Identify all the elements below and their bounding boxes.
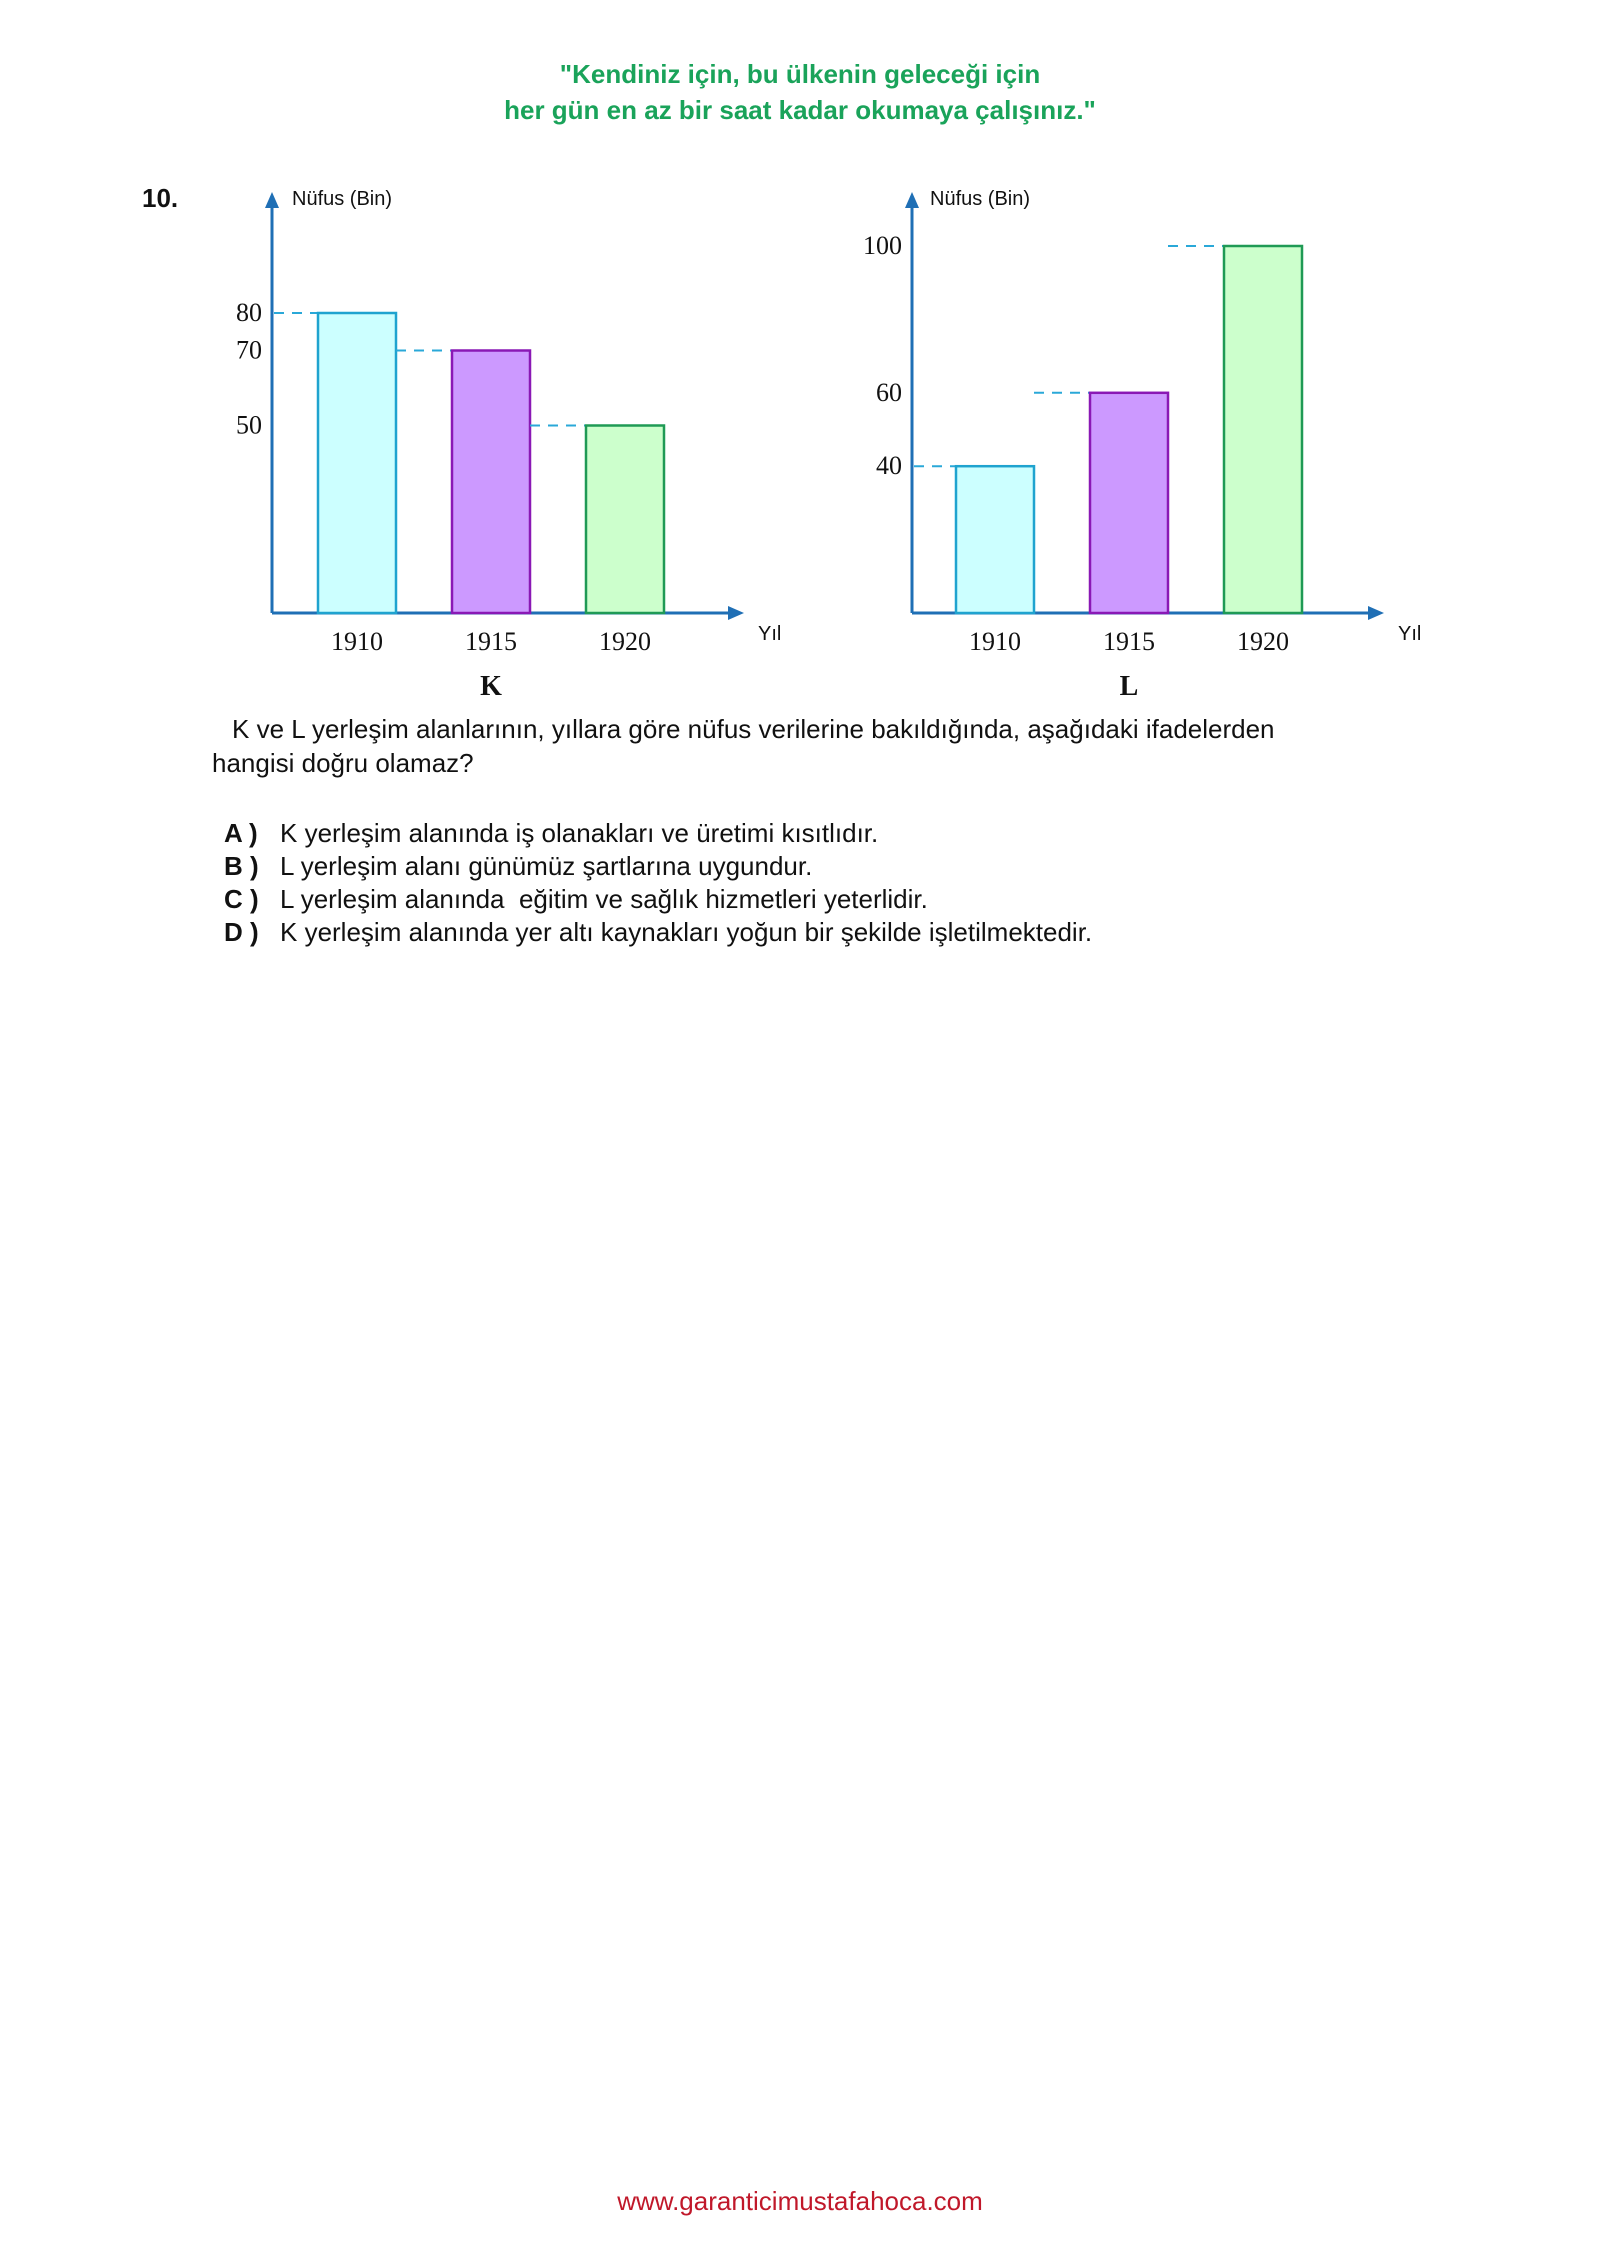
quote-line-1: "Kendiniz için, bu ülkenin geleceği için <box>559 59 1041 89</box>
y-axis-arrow-icon <box>265 192 279 208</box>
option-letter: C ) <box>224 884 259 914</box>
option-b[interactable] <box>224 850 1092 883</box>
bar-1910 <box>956 466 1034 613</box>
x-axis-arrow-icon <box>1368 606 1384 620</box>
y-tick-label: 50 <box>236 410 262 440</box>
x-tick-label: 1910 <box>969 627 1021 656</box>
bar-1915 <box>452 351 530 614</box>
x-axis-arrow-icon <box>728 606 744 620</box>
x-tick-label: 1920 <box>599 627 651 656</box>
option-text: K yerleşim alanında iş olanakları ve üretimi kısıtlıdır. <box>280 818 879 848</box>
answer-options <box>224 817 1092 949</box>
option-text: L yerleşim alanında eğitim ve sağlık hizmetleri yeterlidir. <box>280 884 928 914</box>
bar-1920 <box>586 426 664 614</box>
population-charts <box>0 0 1600 720</box>
option-a[interactable] <box>224 817 1092 850</box>
question-line-1: K ve L yerleşim alanlarının, yıllara göre nüfus verilerine bakıldığında, aşağıdaki ifadelerden <box>232 714 1275 744</box>
option-c[interactable] <box>224 883 1092 916</box>
question-number: 10. <box>142 183 179 213</box>
x-tick-label: 1915 <box>1103 627 1155 656</box>
x-axis-label: Yıl <box>1398 623 1422 645</box>
option-text: K yerleşim alanında yer altı kaynakları yoğun bir şekilde işletilmektedir. <box>280 917 1093 947</box>
option-letter: B ) <box>224 851 259 881</box>
option-letter: D ) <box>224 917 259 947</box>
footer-url[interactable]: www.garanticimustafahoca.com <box>617 2186 983 2216</box>
x-axis-label: Yıl <box>758 623 782 645</box>
chart-title: K <box>480 671 502 702</box>
y-tick-label: 80 <box>236 298 262 327</box>
option-d[interactable] <box>224 916 1092 949</box>
chart-title: L <box>1119 671 1139 702</box>
option-letter: A ) <box>224 818 258 848</box>
x-tick-label: 1915 <box>465 627 517 656</box>
x-tick-label: 1920 <box>1237 627 1289 656</box>
y-tick-label: 70 <box>236 335 262 365</box>
y-axis-label: Nüfus (Bin) <box>930 188 1031 210</box>
bar-1920 <box>1224 246 1302 613</box>
y-tick-label: 60 <box>876 377 902 407</box>
question-text <box>212 712 1412 780</box>
x-tick-label: 1910 <box>331 627 383 656</box>
bar-1915 <box>1090 393 1168 613</box>
bar-1910 <box>318 313 396 613</box>
question-line-2: hangisi doğru olamaz? <box>212 748 474 778</box>
y-tick-label: 100 <box>863 231 902 260</box>
quote-line-2: her gün en az bir saat kadar okumaya çalışınız." <box>504 95 1096 125</box>
option-text: L yerleşim alanı günümüz şartlarına uygundur. <box>280 851 813 881</box>
y-axis-arrow-icon <box>905 192 919 208</box>
y-axis-label: Nüfus (Bin) <box>292 188 393 210</box>
y-tick-label: 40 <box>876 451 902 481</box>
